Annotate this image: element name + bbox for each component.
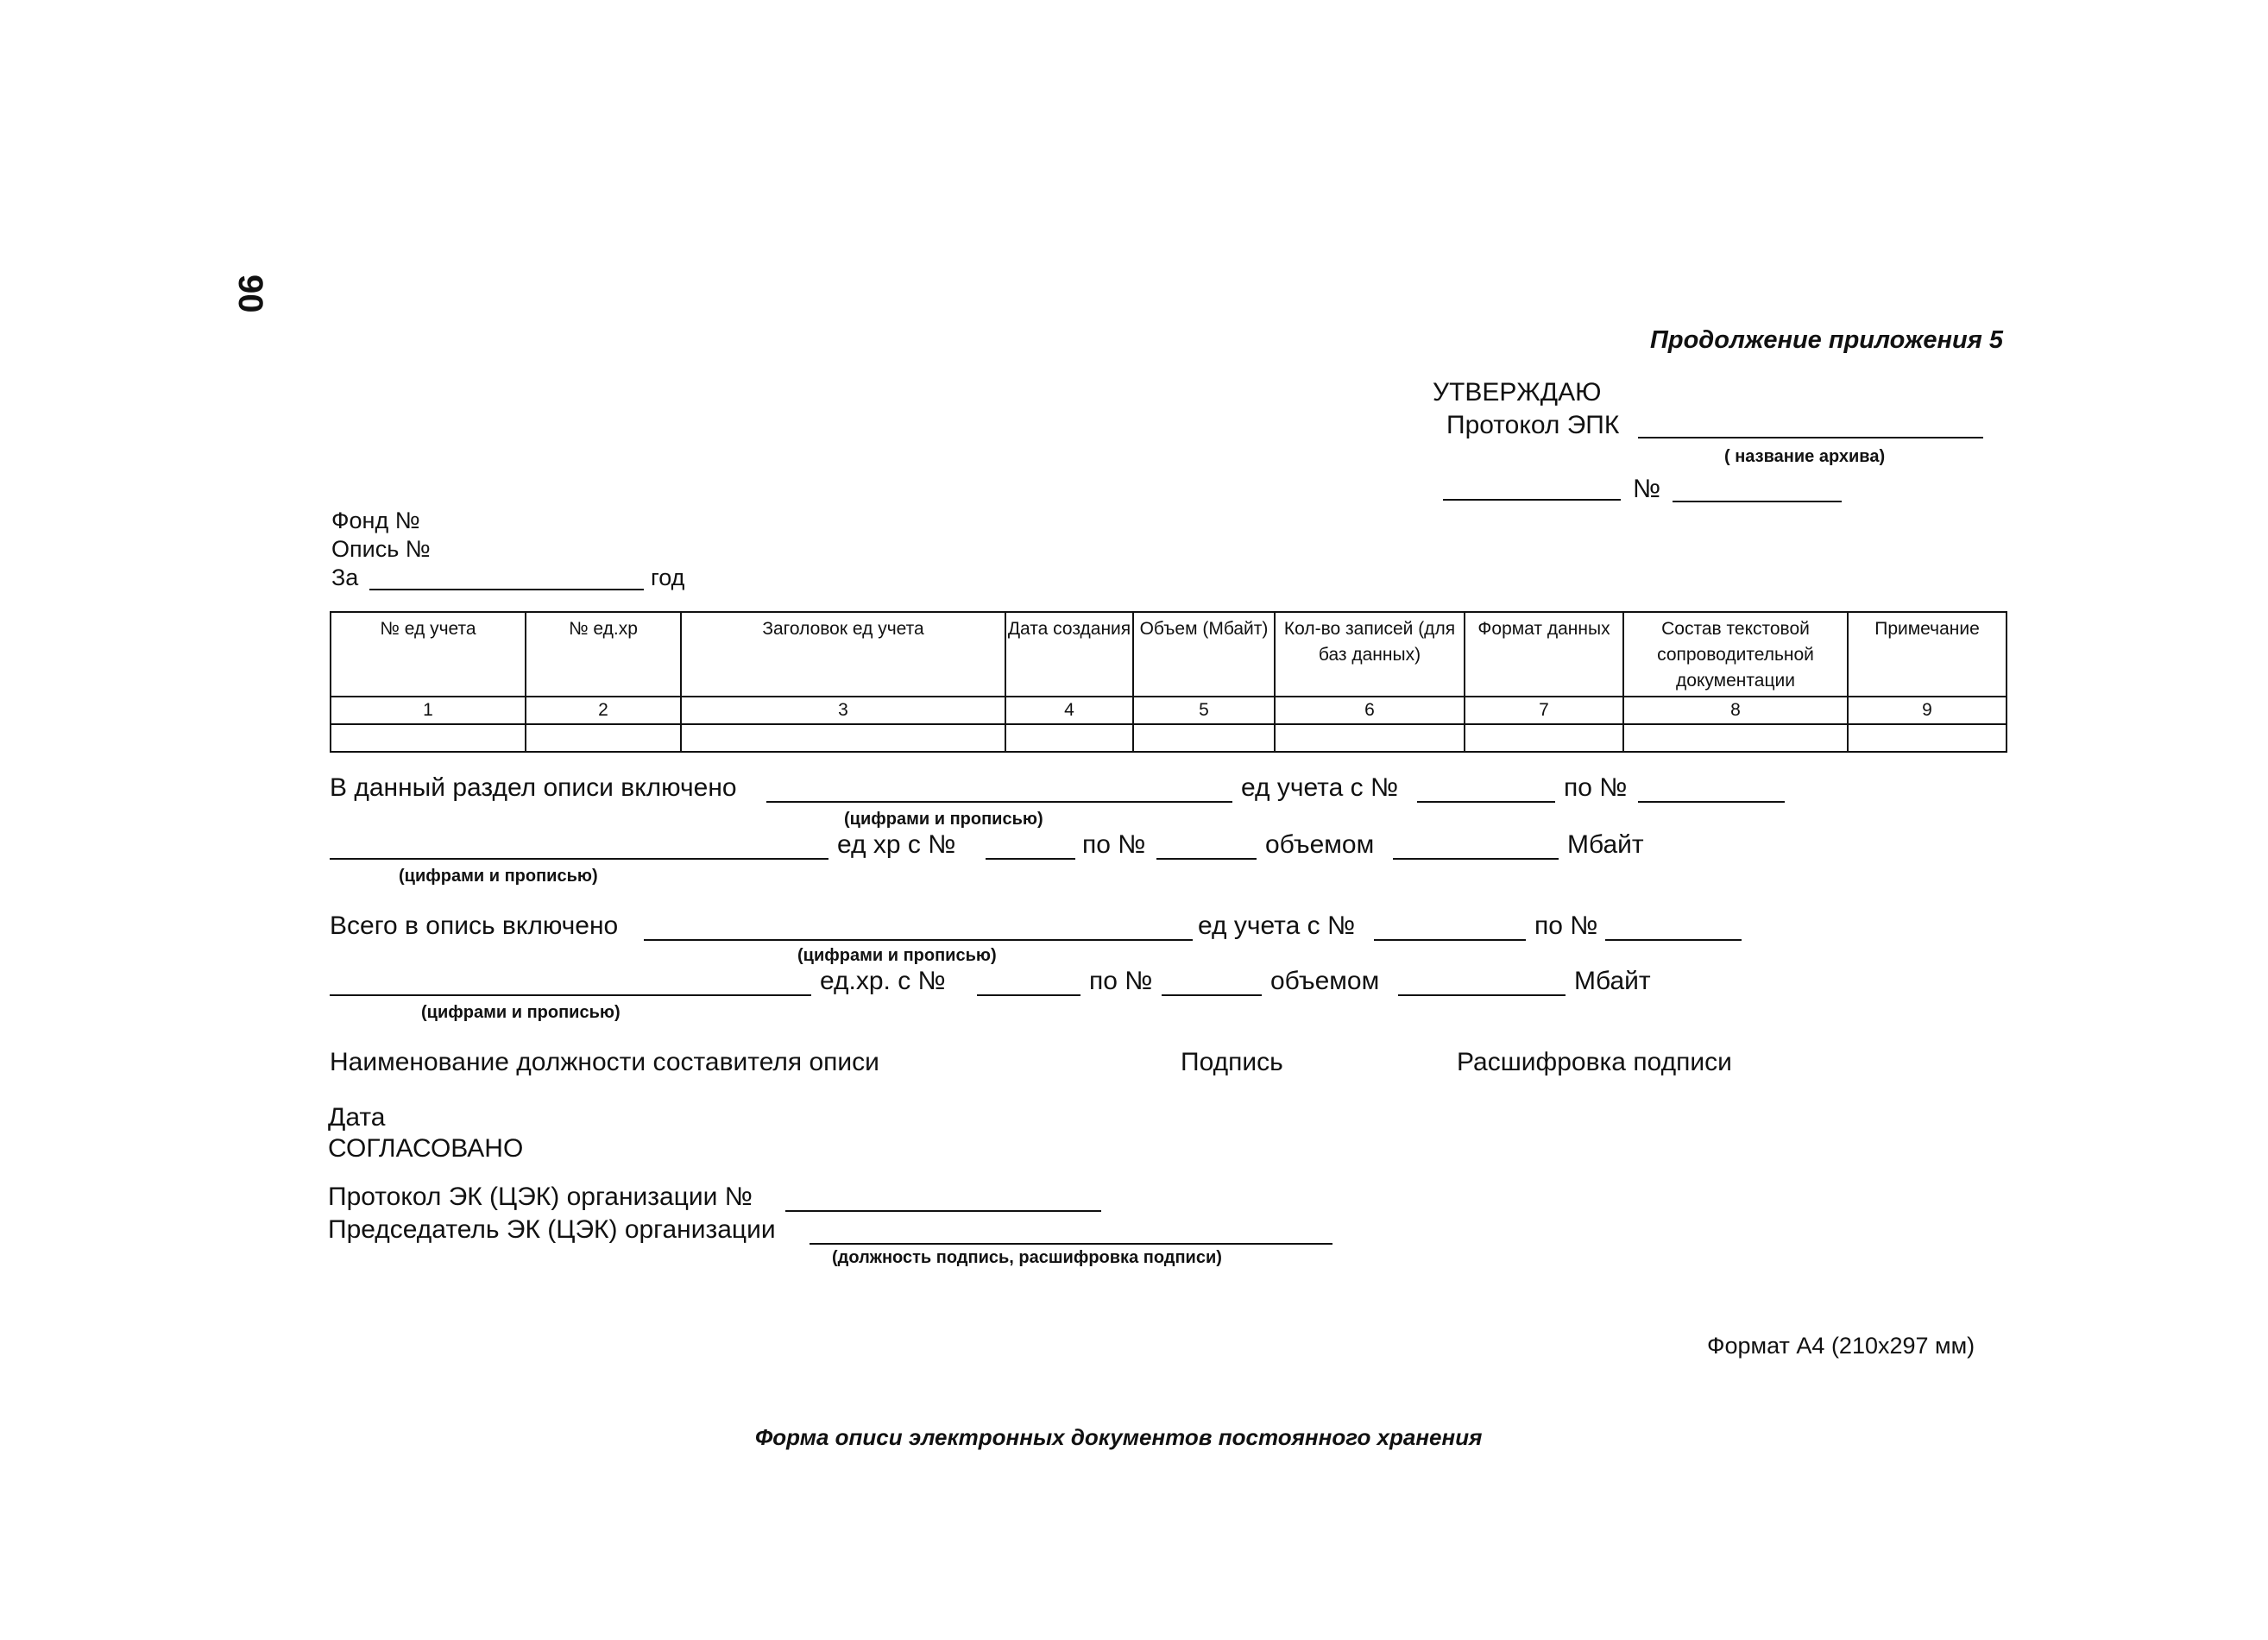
table-header-row	[331, 612, 2007, 697]
col-header: Объем (Мбайт)	[1133, 612, 1275, 697]
col-header: Формат данных	[1465, 612, 1623, 697]
total-units-from-label: ед учета с №	[1198, 911, 1356, 940]
protocol-epk-label: Протокол ЭПК	[1446, 411, 1620, 439]
section-volume-line	[1393, 858, 1559, 860]
table-empty-row	[331, 724, 2007, 752]
col-number: 2	[526, 697, 681, 724]
section-storage-count-line	[330, 858, 828, 860]
col-header: Примечание	[1848, 612, 2007, 697]
section-storage-to-label: по №	[1082, 830, 1146, 859]
fond-label: Фонд №	[331, 508, 420, 533]
chairman-caption: (должность подпись, расшифровка подписи)	[832, 1248, 1222, 1267]
format-label: Формат А4 (210x297 мм)	[1707, 1333, 1975, 1359]
col-number: 6	[1275, 697, 1465, 724]
section-storage-caption: (цифрами и прописью)	[399, 867, 598, 886]
col-number: 3	[681, 697, 1005, 724]
signature-label: Подпись	[1181, 1048, 1283, 1076]
total-to-label: по №	[1534, 911, 1598, 940]
protocol-number-line	[1673, 501, 1842, 502]
inventory-table	[330, 611, 2007, 753]
total-storage-count-line	[330, 994, 811, 996]
page-number: 90	[231, 274, 269, 313]
year-line	[369, 589, 644, 590]
chairman-line	[810, 1243, 1332, 1245]
total-storage-to-label: по №	[1089, 967, 1153, 995]
section-storage-to-line	[1156, 858, 1257, 860]
section-storage-from-line	[986, 858, 1075, 860]
col-header: № ед.хр	[526, 612, 681, 697]
chairman-label: Председатель ЭК (ЦЭК) организации	[328, 1215, 776, 1244]
col-number: 5	[1133, 697, 1275, 724]
archive-name-line	[1638, 437, 1983, 438]
section-units-from-label: ед учета с №	[1241, 773, 1399, 802]
table-number-row	[331, 697, 2007, 724]
total-mbyte-label: Мбайт	[1574, 967, 1651, 995]
total-storage-from-line	[977, 994, 1080, 996]
col-number: 8	[1623, 697, 1848, 724]
section-caption: (цифрами и прописью)	[844, 810, 1043, 829]
archive-name-caption: ( название архива)	[1724, 447, 1886, 466]
approve-label: УТВЕРЖДАЮ	[1433, 378, 1602, 407]
total-storage-from-label: ед.хр. с №	[820, 967, 946, 995]
protocol-ek-line	[785, 1210, 1101, 1212]
total-to-line	[1605, 939, 1742, 941]
section-to-line	[1638, 801, 1785, 803]
col-number: 9	[1848, 697, 2007, 724]
total-storage-caption: (цифрами и прописью)	[421, 1003, 621, 1022]
protocol-ek-label: Протокол ЭК (ЦЭК) организации №	[328, 1183, 753, 1211]
col-number: 1	[331, 697, 526, 724]
col-number: 4	[1005, 697, 1133, 724]
continuation-label: Продолжение приложения 5	[1650, 326, 2003, 354]
section-from-line	[1417, 801, 1555, 803]
total-count-line	[644, 939, 1193, 941]
section-included-label: В данный раздел описи включено	[330, 773, 737, 802]
form-title: Форма описи электронных документов постоянного хранения	[755, 1424, 1483, 1450]
total-storage-to-line	[1162, 994, 1262, 996]
col-header: Заголовок ед учета	[681, 612, 1005, 697]
total-volume-label: объемом	[1270, 967, 1380, 995]
protocol-number-sign: №	[1633, 475, 1661, 503]
section-mbyte-label: Мбайт	[1567, 830, 1644, 859]
col-number: 7	[1465, 697, 1623, 724]
agreed-label: СОГЛАСОВАНО	[328, 1134, 524, 1163]
col-header: Дата создания	[1005, 612, 1133, 697]
section-storage-from-label: ед хр с №	[837, 830, 956, 859]
compiler-position-label: Наименование должности составителя описи	[330, 1048, 879, 1076]
signature-decode-label: Расшифровка подписи	[1457, 1048, 1732, 1076]
col-header: Кол-во записей (для баз данных)	[1275, 612, 1465, 697]
total-from-line	[1374, 939, 1526, 941]
section-volume-label: объемом	[1265, 830, 1375, 859]
total-caption: (цифрами и прописью)	[797, 946, 997, 965]
section-count-line	[766, 801, 1232, 803]
col-header: № ед учета	[331, 612, 526, 697]
total-volume-line	[1398, 994, 1566, 996]
section-to-label: по №	[1564, 773, 1628, 802]
date-label: Дата	[328, 1103, 386, 1132]
za-label: За	[331, 565, 359, 590]
opis-label: Опись №	[331, 536, 431, 562]
col-header: Состав текстовой сопроводительной документации	[1623, 612, 1848, 697]
god-label: год	[651, 565, 685, 590]
protocol-date-line	[1443, 499, 1621, 501]
total-included-label: Всего в опись включено	[330, 911, 619, 940]
